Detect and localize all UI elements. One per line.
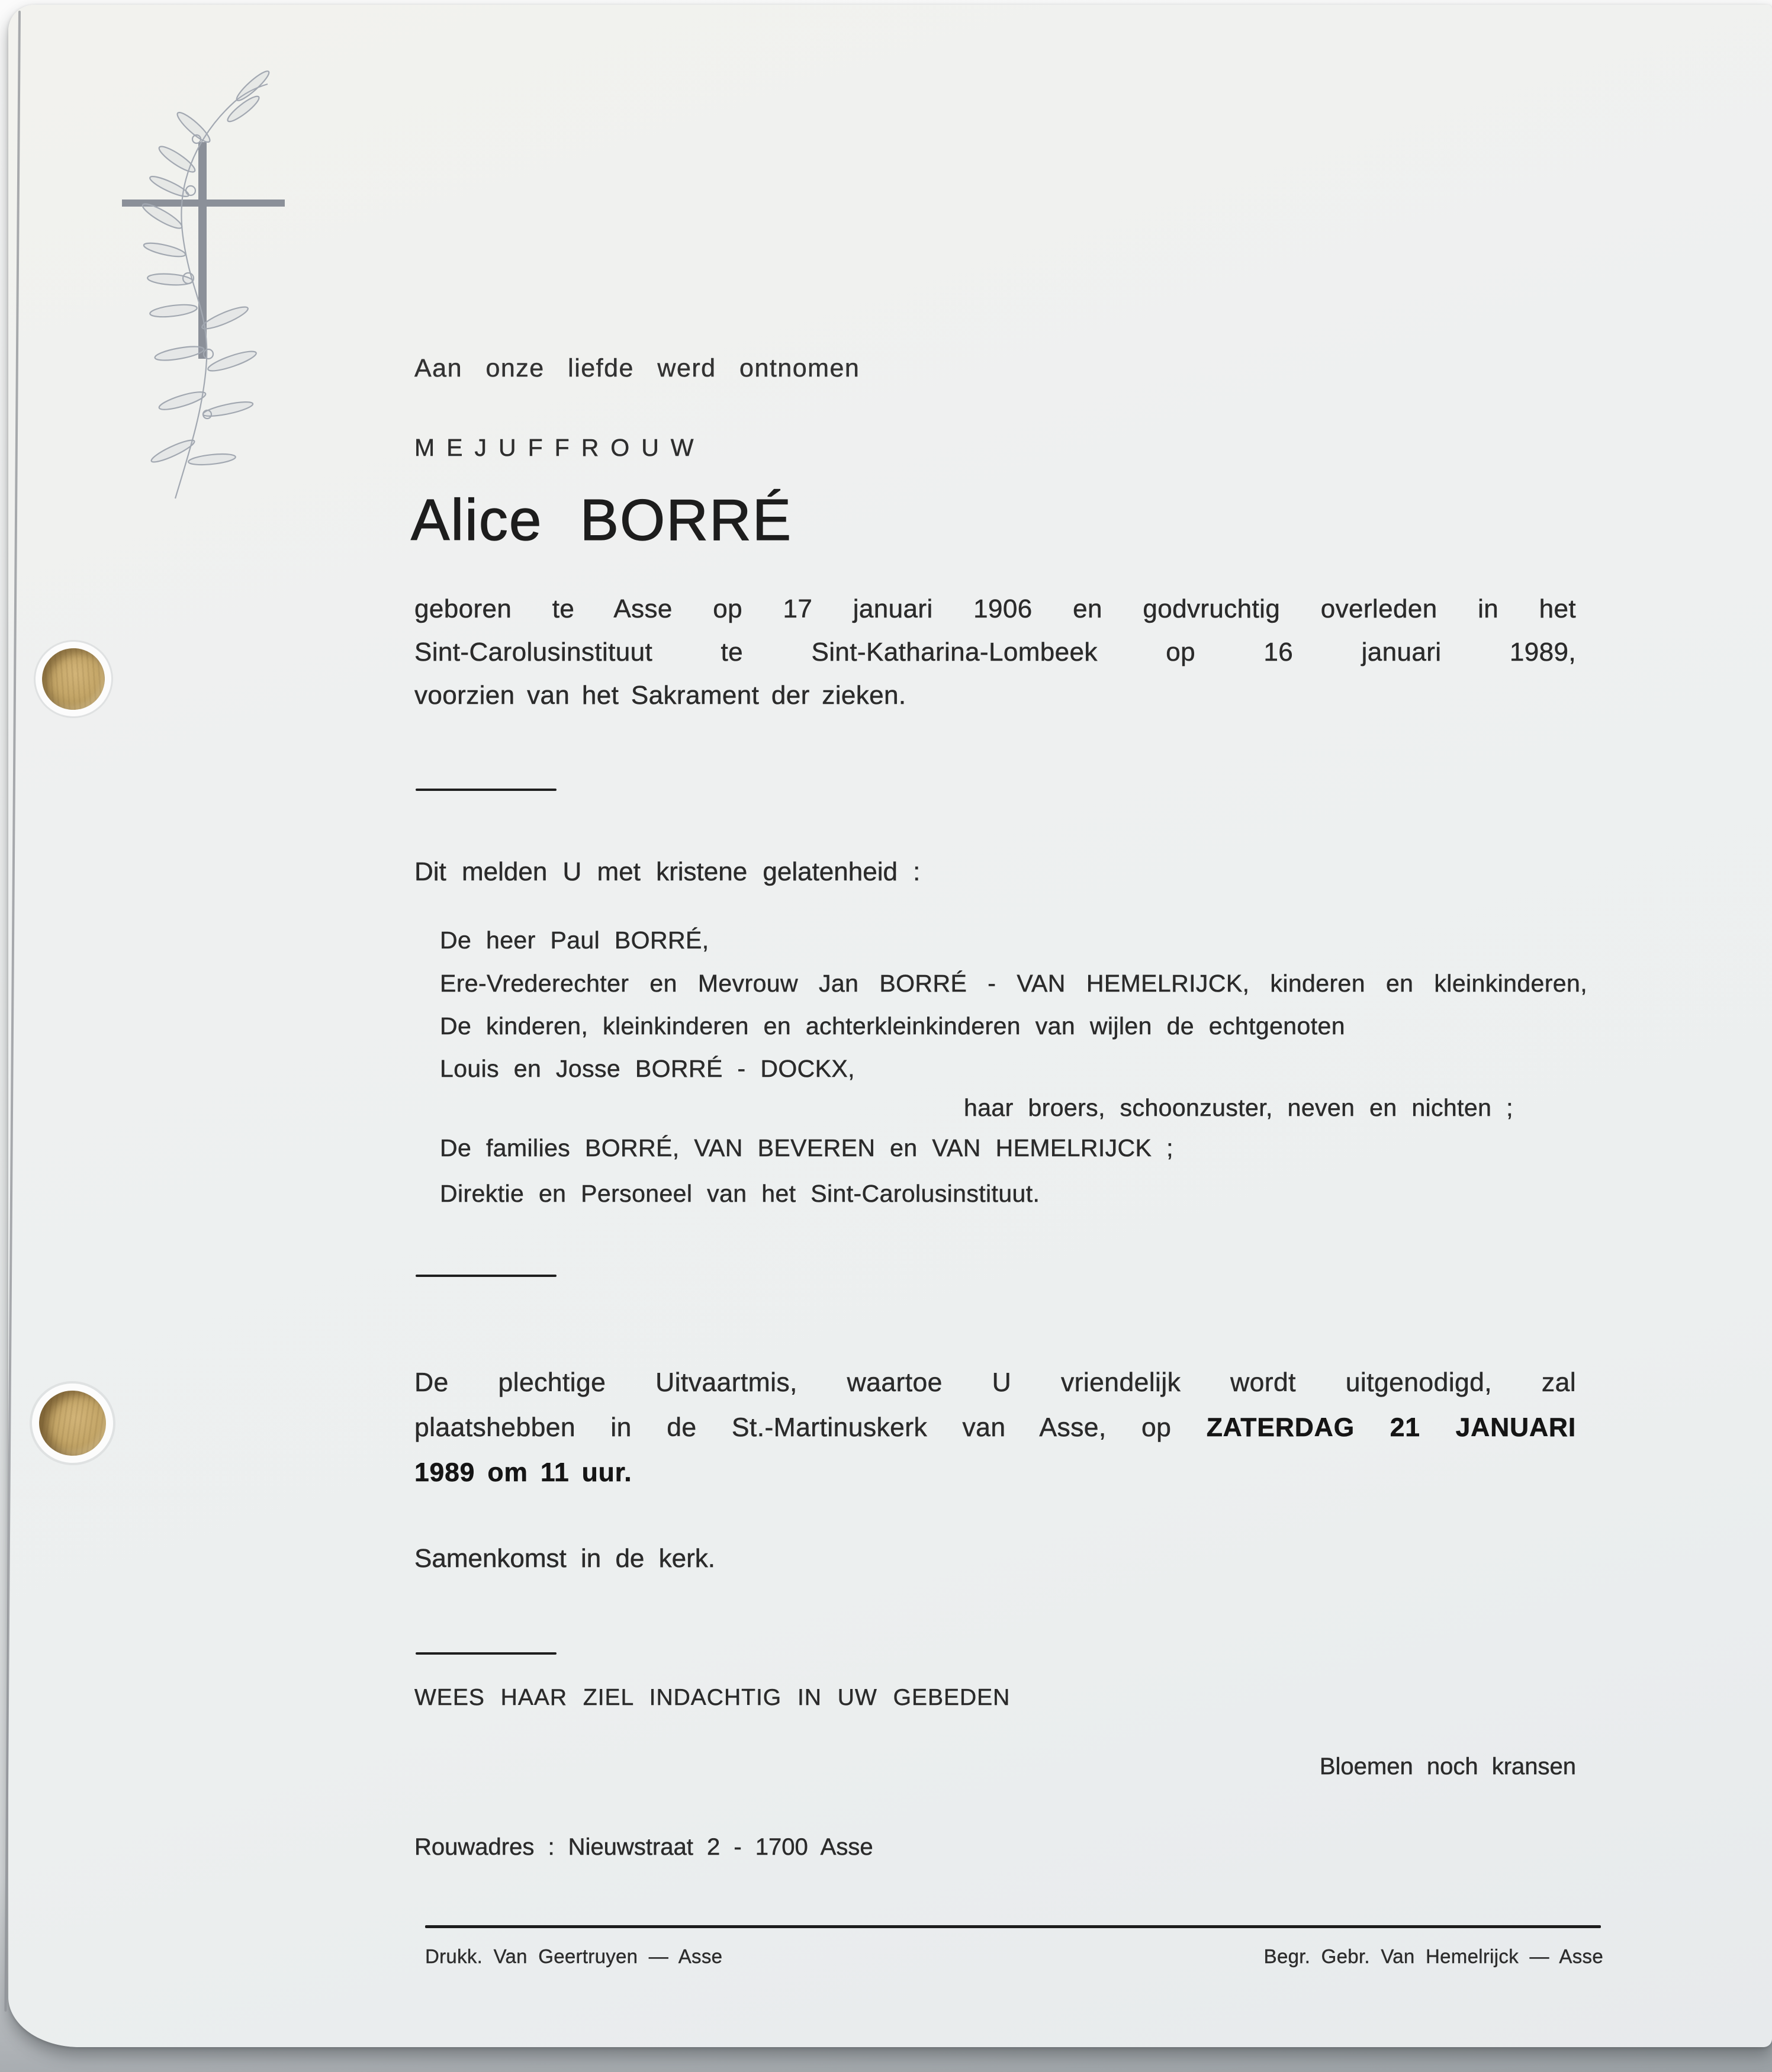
service-date-bold: ZATERDAG 21 JANUARI — [1206, 1413, 1576, 1442]
section-divider — [416, 1275, 557, 1277]
relative-line: Louis en Josse BORRÉ - DOCKX, — [440, 1055, 855, 1082]
service-line: De plechtige Uitvaartmis, waartoe U vriendelijk wordt uitgenodigd, zal — [414, 1368, 1576, 1397]
service-line — [414, 1405, 1576, 1450]
relative-line: Ere-Vrederechter en Mevrouw Jan BORRÉ - VAN HEMELRIJCK, kinderen en kleinkinderen, — [440, 970, 1587, 997]
gathering-line: Samenkomst in de kerk. — [414, 1544, 715, 1573]
announcement-lead: Dit melden U met kristene gelatenheid : — [414, 857, 921, 886]
footer — [425, 1945, 1603, 1968]
relationship-line: haar broers, schoonzuster, neven en nichten ; — [964, 1094, 1513, 1121]
section-divider — [416, 1652, 557, 1655]
birth-death-line: geboren te Asse op 17 januari 1906 en godvruchtig overleden in het — [414, 594, 1576, 623]
relative-line: De kinderen, kleinkinderen en achterkleinkinderen van wijlen de echtgenoten — [440, 1012, 1345, 1040]
salutation: MEJUFFROUW — [414, 434, 706, 461]
birth-death-line: Sint-Carolusinstituut te Sint-Katharina-Lombeek op 16 januari 1989, — [414, 638, 1576, 667]
birth-death-paragraph — [414, 587, 1576, 717]
service-line — [414, 1450, 1576, 1495]
mourning-address: Rouwadres : Nieuwstraat 2 - 1700 Asse — [414, 1834, 873, 1860]
footer-rule — [425, 1925, 1601, 1928]
section-divider — [416, 789, 557, 791]
deceased-name: Alice BORRÉ — [411, 487, 793, 552]
staff-line: Direktie en Personeel van het Sint-Carolusinstituut. — [440, 1180, 1040, 1207]
flowers-note: Bloemen noch kransen — [1319, 1754, 1576, 1780]
printer-credit-left: Drukk. Van Geertruyen — Asse — [425, 1945, 723, 1967]
birth-death-line: voorzien van het Sakrament der zieken. — [414, 681, 906, 710]
service-line-normal: plaatshebben in de St.-Martinuskerk van Asse, op — [414, 1413, 1207, 1442]
prayer-line: WEES HAAR ZIEL INDACHTIG IN UW GEBEDEN — [414, 1685, 1011, 1710]
funeral-service-paragraph — [414, 1360, 1576, 1495]
service-time-bold: 1989 om 11 uur. — [414, 1458, 632, 1487]
undertaker-credit-right: Begr. Gebr. Van Hemelrijck — Asse — [1263, 1945, 1603, 1967]
families-line: De families BORRÉ, VAN BEVEREN en VAN HEMELRIJCK ; — [440, 1134, 1173, 1162]
intro-line: Aan onze liefde werd ontnomen — [414, 354, 860, 382]
relative-line: De heer Paul BORRÉ, — [440, 926, 709, 954]
